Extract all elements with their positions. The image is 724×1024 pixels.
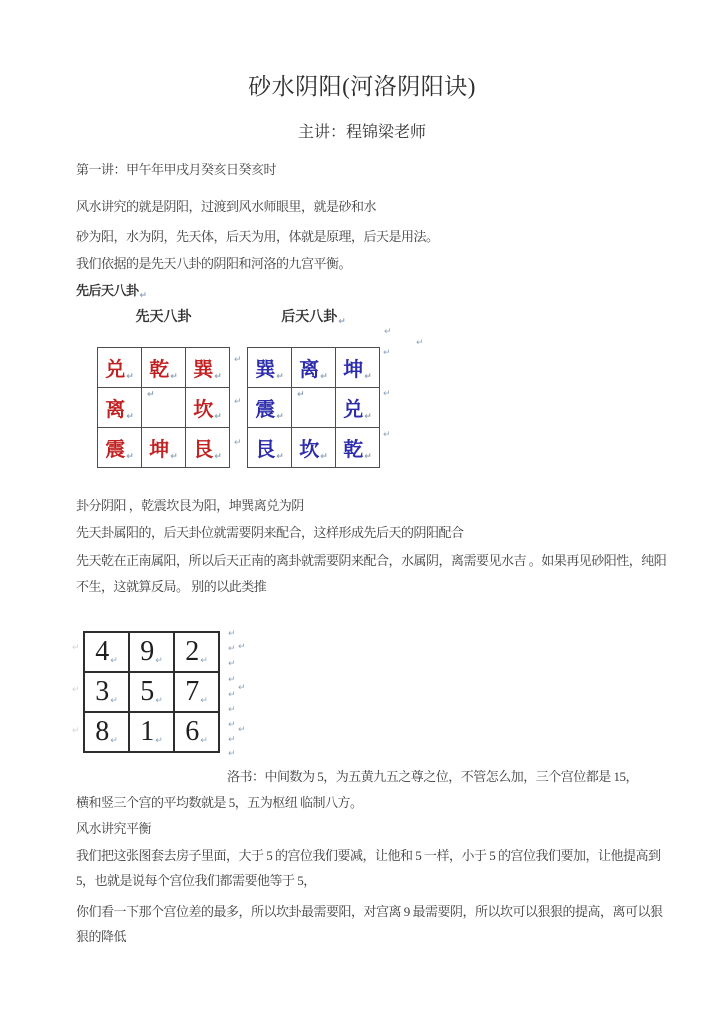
paragraph-mark: ↵ xyxy=(214,452,222,462)
paragraph-mark: ↵ xyxy=(383,430,391,440)
paragraph-mark: ↵ xyxy=(126,412,134,422)
paragraph-mark: ↵ xyxy=(276,372,284,382)
paragraph-line: 先天卦属阳的，后天卦位就需要阴来配合，这样形成先后天的阴阳配合 xyxy=(76,525,464,540)
bagua-cell xyxy=(248,388,292,428)
paragraph-mark: ↵ xyxy=(320,452,328,462)
paragraph-line: 狠的降低 xyxy=(76,929,127,944)
luoshu-cell xyxy=(84,672,129,712)
trigram-glyph: 巽 xyxy=(193,359,214,381)
paragraph-line: 不生，这就算反局。 别的以此类推 xyxy=(76,579,267,594)
trigram-glyph: 艮 xyxy=(255,439,276,461)
paragraph-mark: ↵ xyxy=(139,291,148,301)
paragraph-line: 我们依据的是先天八卦的阴阳和河洛的九宫平衡。 xyxy=(76,256,352,271)
trigram-glyph: 坎 xyxy=(193,399,214,421)
paragraph-mark: ↵ xyxy=(383,389,391,399)
paragraph-mark: ↵ xyxy=(200,696,208,706)
paragraph-mark: ↵ xyxy=(276,412,284,422)
bagua-cell xyxy=(336,348,380,388)
paragraph-mark: ↵ xyxy=(228,629,236,639)
paragraph-mark: ↵ xyxy=(297,390,305,400)
trigram-glyph: 离 xyxy=(299,359,320,381)
document-title: 砂水阴阳(河洛阴阳诀) xyxy=(248,74,476,99)
paragraph-mark: ↵ xyxy=(384,327,392,337)
paragraph-mark: ↵ xyxy=(228,644,236,654)
luoshu-cell xyxy=(129,712,174,752)
bagua-cell xyxy=(336,428,380,468)
bagua-cell xyxy=(336,388,380,428)
luoshu-cell xyxy=(174,672,219,712)
luoshu-number: 8 xyxy=(95,716,110,747)
luoshu-number: 2 xyxy=(185,636,200,667)
bagua-cell xyxy=(98,428,142,468)
paragraph-mark: ↵ xyxy=(72,726,80,736)
pre-heaven-caption xyxy=(97,310,230,326)
pre-heaven-caption-text: 先天八卦 xyxy=(135,310,192,325)
trigram-glyph: 巽 xyxy=(255,359,276,381)
paragraph-mark: ↵ xyxy=(238,683,246,693)
paragraph-mark: ↵ xyxy=(238,725,246,735)
paragraph-mark: ↵ xyxy=(276,452,284,462)
trigram-glyph: 震 xyxy=(105,439,126,461)
paragraph-line: 5，也就是说每个宫位我们都需要他等于 5， xyxy=(76,873,316,888)
paragraph-line: 卦分阴阳 ，乾震坎艮为阳，坤巽离兑为阴 xyxy=(76,498,304,513)
bagua-cell xyxy=(142,348,186,388)
trigram-glyph: 兑 xyxy=(105,359,126,381)
paragraph-mark: ↵ xyxy=(228,675,236,685)
paragraph-mark: ↵ xyxy=(364,452,372,462)
paragraph-line: 我们把这张图套去房子里面，大于 5 的宫位我们要减，让他和 5 一样，小于 5 的宫位我们要加，让他提高到 xyxy=(76,848,661,863)
post-heaven-caption xyxy=(247,310,380,327)
paragraph-mark: ↵ xyxy=(214,412,222,422)
paragraph-mark: ↵ xyxy=(228,720,236,730)
paragraph-mark: ↵ xyxy=(234,438,242,448)
paragraph-mark: ↵ xyxy=(383,348,391,358)
section-heading-text: 先后天八卦 xyxy=(76,283,139,298)
paragraph-mark: ↵ xyxy=(72,685,80,695)
paragraph-mark: ↵ xyxy=(72,643,80,653)
paragraph-mark: ↵ xyxy=(416,338,424,348)
paragraph-mark: ↵ xyxy=(228,659,236,669)
luoshu-cell xyxy=(129,672,174,712)
paragraph-mark: ↵ xyxy=(234,397,242,407)
paragraph-mark: ↵ xyxy=(234,355,242,365)
bagua-cell-empty xyxy=(142,388,186,428)
luoshu-number: 7 xyxy=(185,676,200,707)
luoshu-number: 6 xyxy=(185,716,200,747)
bagua-cell xyxy=(186,428,230,468)
trigram-glyph: 坤 xyxy=(149,439,170,461)
luoshu-cell xyxy=(174,632,219,672)
lecture-heading: 第一讲：甲午年甲戌月癸亥日癸亥时 xyxy=(76,162,277,177)
paragraph-mark: ↵ xyxy=(214,372,222,382)
paragraph-mark: ↵ xyxy=(147,390,155,400)
paragraph-mark: ↵ xyxy=(170,372,178,382)
lecturer-line: 主讲：程锦梁老师 xyxy=(297,124,426,141)
trigram-glyph: 震 xyxy=(255,399,276,421)
luoshu-number: 5 xyxy=(140,676,155,707)
luoshu-cell xyxy=(84,712,129,752)
luoshu-cell xyxy=(129,632,174,672)
bagua-cell xyxy=(98,388,142,428)
luoshu-number: 1 xyxy=(140,716,155,747)
trigram-glyph: 离 xyxy=(105,399,126,421)
pre-heaven-bagua-table xyxy=(97,347,230,468)
trigram-glyph: 兑 xyxy=(343,399,364,421)
trigram-glyph: 乾 xyxy=(343,439,364,461)
post-heaven-bagua-table xyxy=(247,347,380,468)
paragraph-line: 砂为阳，水为阴，先天体，后天为用，体就是原理，后天是用法。 xyxy=(76,229,439,244)
paragraph-line: 风水讲究的就是阴阳，过渡到风水师眼里，就是砂和水 xyxy=(76,199,377,214)
luoshu-cell xyxy=(84,632,129,672)
luoshu-cell xyxy=(174,712,219,752)
paragraph-mark: ↵ xyxy=(200,736,208,746)
paragraph-mark: ↵ xyxy=(228,749,236,759)
paragraph-mark: ↵ xyxy=(338,317,346,327)
paragraph-mark: ↵ xyxy=(228,690,236,700)
paragraph-mark: ↵ xyxy=(110,736,118,746)
paragraph-mark: ↵ xyxy=(155,736,163,746)
paragraph-mark: ↵ xyxy=(238,642,246,652)
section-heading xyxy=(76,283,147,301)
paragraph-line: 横和竖三个宫的平均数就是 5，五为枢纽 临制八方。 xyxy=(76,795,363,810)
luoshu-number: 4 xyxy=(95,636,110,667)
bagua-cell xyxy=(248,348,292,388)
bagua-cell-empty xyxy=(292,388,336,428)
paragraph-mark: ↵ xyxy=(364,412,372,422)
paragraph-mark: ↵ xyxy=(126,372,134,382)
bagua-cell xyxy=(292,428,336,468)
post-heaven-caption-text: 后天八卦 xyxy=(281,310,338,325)
paragraph-mark: ↵ xyxy=(155,696,163,706)
paragraph-mark: ↵ xyxy=(228,705,236,715)
trigram-glyph: 坎 xyxy=(299,439,320,461)
trigram-glyph: 乾 xyxy=(149,359,170,381)
paragraph-line: 你们看一下那个宫位差的最多，所以坎卦最需要阳，对宫离 9 最需要阴，所以坎可以狠狠的提高，离可以狠 xyxy=(76,904,663,919)
luoshu-number: 3 xyxy=(95,676,110,707)
paragraph-mark: ↵ xyxy=(126,452,134,462)
paragraph-mark: ↵ xyxy=(228,735,236,745)
luoshu-number: 9 xyxy=(140,636,155,667)
trigram-glyph: 坤 xyxy=(343,359,364,381)
paragraph-mark: ↵ xyxy=(170,452,178,462)
bagua-cell xyxy=(142,428,186,468)
bagua-cell xyxy=(186,348,230,388)
paragraph-line: 先天乾在正南属阳，所以后天正南的离卦就需要阴来配合，水属阴，离需要见水吉 。如果再见砂阳性，纯阳 xyxy=(76,553,667,568)
paragraph-line: 风水讲究平衡 xyxy=(76,821,152,836)
bagua-cell xyxy=(292,348,336,388)
paragraph-mark: ↵ xyxy=(155,656,163,666)
luoshu-magic-square xyxy=(83,631,220,753)
bagua-cell xyxy=(248,428,292,468)
paragraph-mark: ↵ xyxy=(110,696,118,706)
trigram-glyph: 艮 xyxy=(193,439,214,461)
bagua-cell xyxy=(186,388,230,428)
paragraph-mark: ↵ xyxy=(200,656,208,666)
paragraph-mark: ↵ xyxy=(110,656,118,666)
paragraph-line: 洛书：中间数为 5，为五黄九五之尊之位，不管怎么加，三个宫位都是 15， xyxy=(227,769,639,784)
paragraph-mark: ↵ xyxy=(320,372,328,382)
bagua-cell xyxy=(98,348,142,388)
paragraph-mark: ↵ xyxy=(364,372,372,382)
